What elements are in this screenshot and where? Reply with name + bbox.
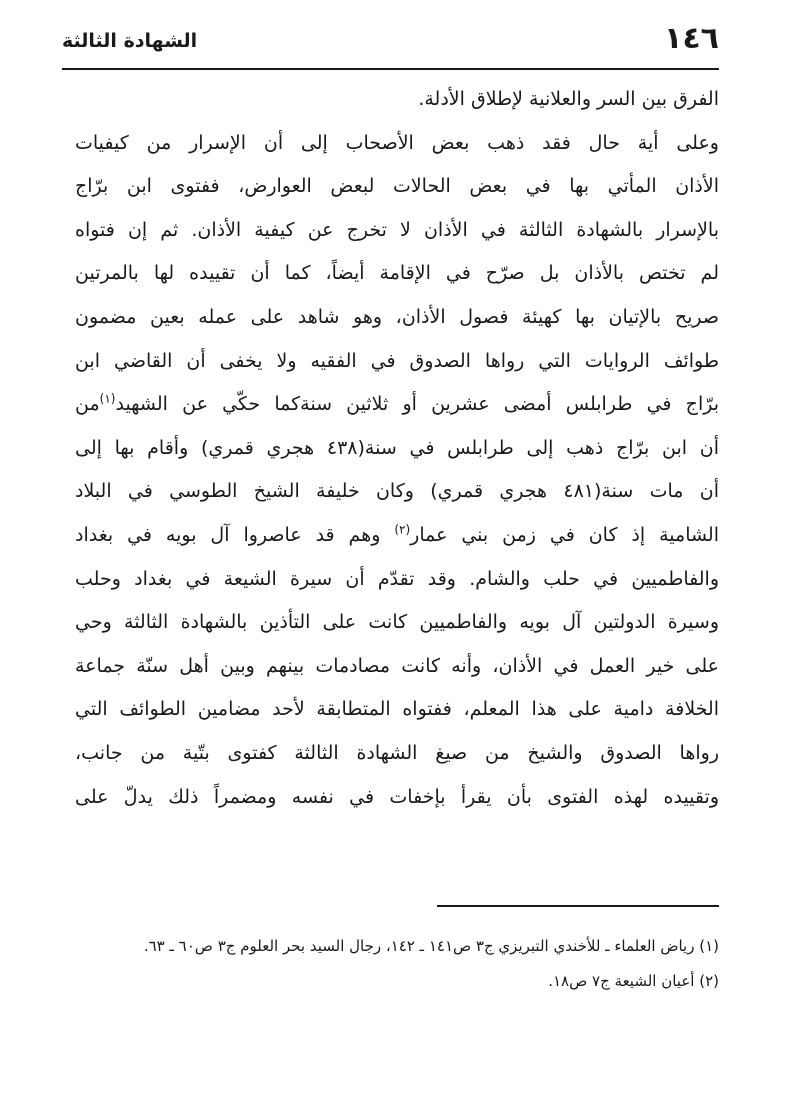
text-line [75,688,719,732]
footnote-1: (١) رياض العلماء ـ للأخندي التبريزي ج٣ ص١٤١ ـ ١٤٢، رجال السيد بحر العلوم ج٣ ص٦٠ ـ ٦٣. [143,937,719,955]
text-line [75,558,719,602]
footnote-ref-2[interactable]: (٢) [394,522,411,537]
line-text: الأذان المأتي بها في بعض الحالات لبعض العوارض، ففتوى ابن برّاج [75,175,719,198]
text-line [75,470,719,514]
text-line [75,340,719,384]
text-line [75,732,719,776]
line-text: بالإسرار بالشهادة الثالثة في الأذان لا تخرج عن كيفية الأذان. ثم إن فتواه [75,218,719,241]
line-text: على خير العمل في الأذان، وأنه كانت مصادمات بينهم وبين أهل سنّة جماعة [75,654,719,677]
line-text-after: من [75,393,100,416]
line-text: صريح بالإتيان بها كهيئة فصول الأذان، وهو شاهد على عمله بعين مضمون [75,305,719,328]
footnote-2: (٢) أعيان الشيعة ج٧ ص١٨. [548,972,719,990]
line-text-after: وهم قد عاصروا آل بويه في بغداد [75,523,395,546]
text-line [75,427,719,471]
line-text: وتقييده لهذه الفتوى بأن يقرأ بإخفات في نفسه ومضمراً ذلك يدلّ على [75,785,719,808]
line-text: الخلافة دامية على هذا المعلم، ففتواه المتطابقة لأحد مضامين الطوائف التي [75,698,719,721]
line-text: أن مات سنة(٤٨١ هجري قمري) وكان خليفة الشيخ الطوسي في البلاد [75,480,719,503]
text-line [75,122,719,166]
header-rule [62,68,719,70]
text-line [75,645,719,689]
text-line [75,601,719,645]
text-line [75,78,719,122]
footnotes [75,929,719,999]
line-text: طوائف الروايات التي رواها الصدوق في الفقيه ولا يخفى أن القاضي ابن [75,349,719,372]
line-text: برّاج في طرابلس أمضى عشرين أو ثلاثين سنةكما حكّي عن الشهيد [115,393,719,416]
line-text: الشامية إذ كان في زمن بني عمار [410,523,719,546]
line-text: وسيرة الدولتين آل بويه والفاطميين كانت على التأذين بالشهادة الثالثة وحي [75,611,719,634]
line-text: لم تختص بالأذان بل صرّح في الإقامة أيضاً، كما أن تقييده لها بالمرتين [75,262,719,285]
main-text [75,78,719,819]
line-text: الفرق بين السر والعلانية لإطلاق الأدلة. [418,88,719,110]
line-text: رواها الصدوق والشيخ من صيغ الشهادة الثالثة كفتوى بتّية من جانب، [75,741,719,764]
page-header [62,18,719,70]
text-line [75,514,719,558]
line-text: أن ابن برّاج ذهب إلى طرابلس في سنة(٤٣٨ هجري قمري) وأقام بها إلى [75,436,719,459]
text-line [75,209,719,253]
running-title: الشهادة الثالثة [62,30,198,52]
text-line [75,296,719,340]
text-line [75,165,719,209]
text-line [75,252,719,296]
line-text: والفاطميين في حلب والشام. وقد تقدّم أن سيرة الشيعة في بغداد وحلب [75,567,719,590]
page-number: ١٤٦ [664,21,719,56]
text-line [75,776,719,820]
line-text: وعلى أية حال فقد ذهب بعض الأصحاب إلى أن الإسرار من كيفيات [75,131,719,154]
footnote-ref-1[interactable]: (١) [99,391,116,406]
footnote-separator [437,905,719,907]
text-line [75,383,719,427]
